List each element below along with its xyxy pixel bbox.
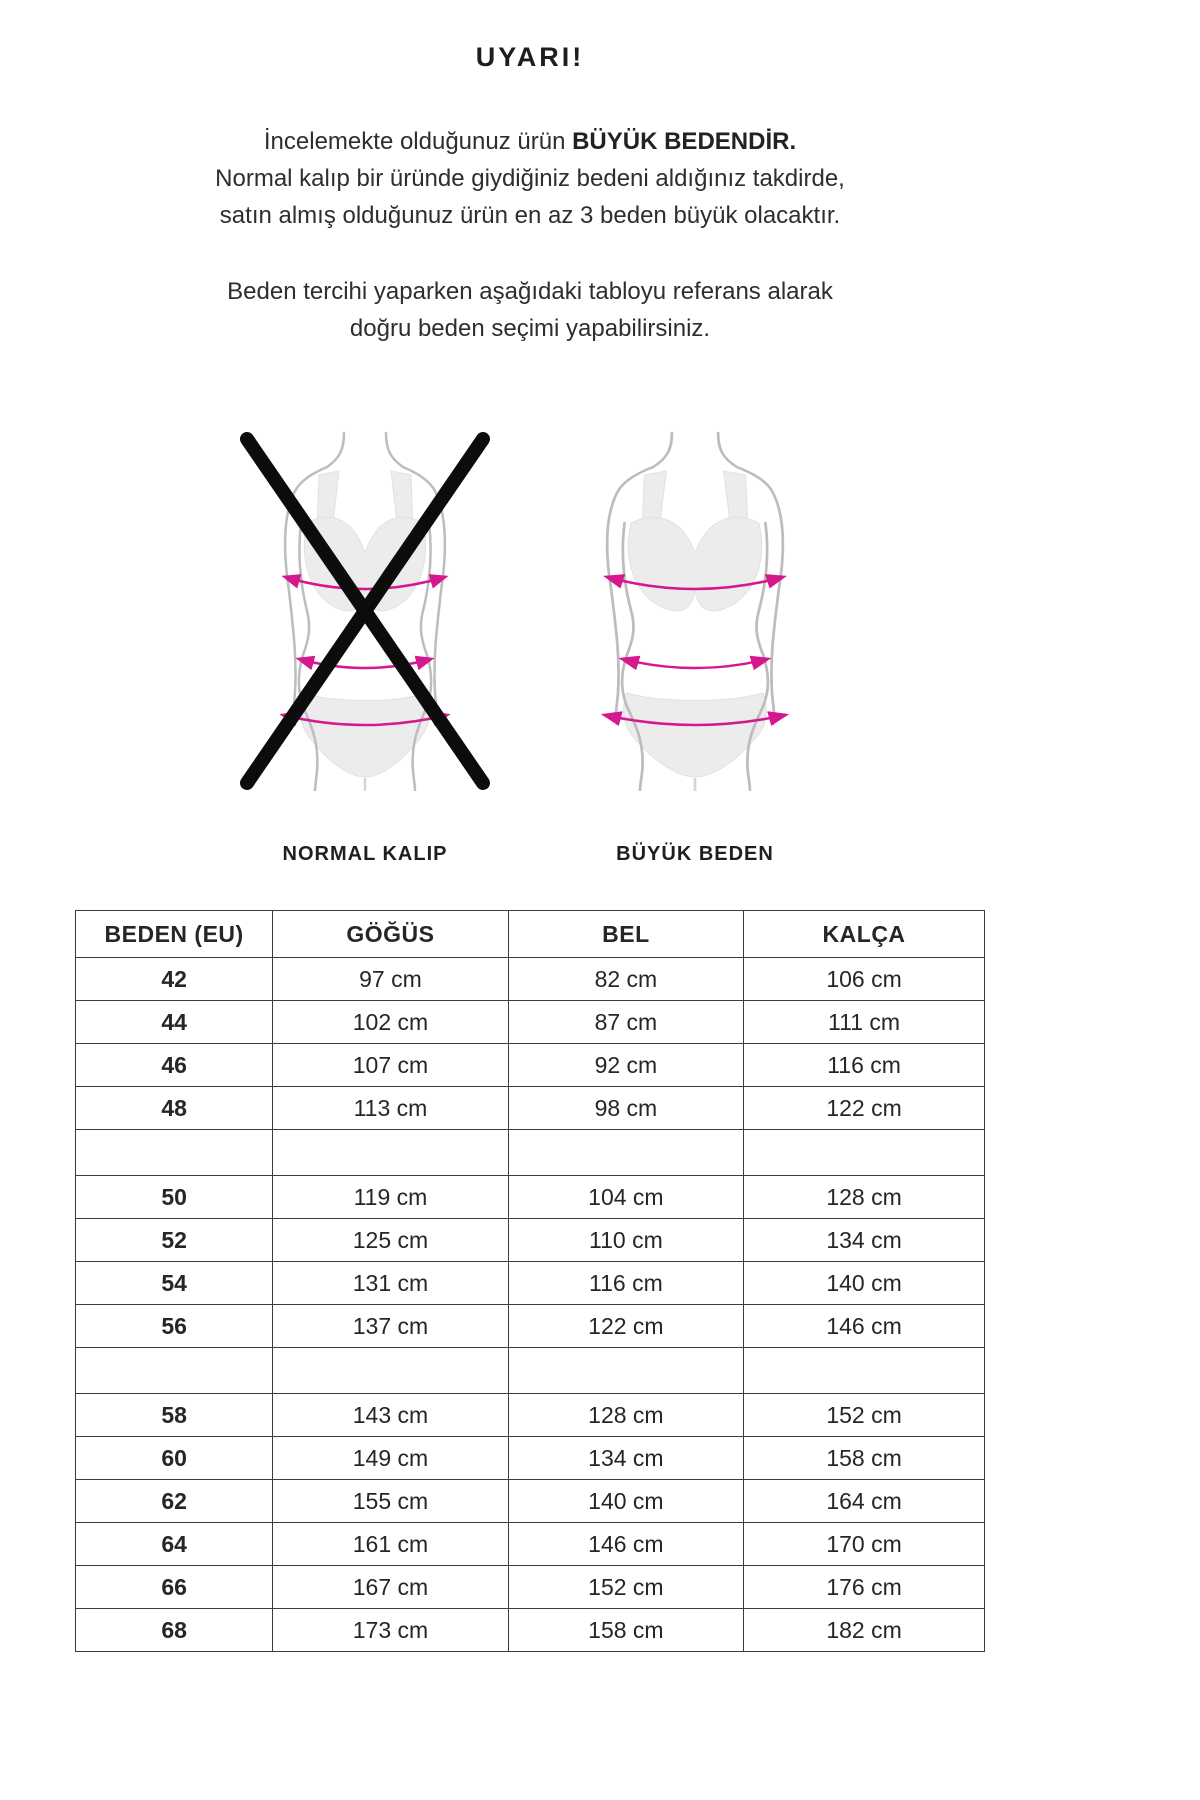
instruction-paragraph bbox=[75, 273, 985, 347]
table-row bbox=[76, 1566, 985, 1609]
intro-line-2: Normal kalıp bir üründe giydiğiniz bedeni aldığınız takdirde, bbox=[215, 165, 845, 192]
table-cell: 155 cm bbox=[273, 1480, 508, 1523]
table-cell: 104 cm bbox=[508, 1176, 743, 1219]
intro-line-1 bbox=[75, 123, 985, 160]
plus-size-label: BÜYÜK BEDEN bbox=[616, 843, 774, 865]
table-cell: 143 cm bbox=[273, 1394, 508, 1437]
table-header-cell: BEL bbox=[508, 911, 743, 958]
table-cell: 149 cm bbox=[273, 1437, 508, 1480]
table-cell: 182 cm bbox=[744, 1609, 985, 1652]
table-row bbox=[76, 958, 985, 1001]
table-cell: 44 bbox=[76, 1001, 273, 1044]
figure-labels-row bbox=[75, 843, 985, 866]
table-cell: 128 cm bbox=[744, 1176, 985, 1219]
table-cell: 66 bbox=[76, 1566, 273, 1609]
table-row bbox=[76, 1087, 985, 1130]
table-cell bbox=[744, 1130, 985, 1176]
table-cell: 164 cm bbox=[744, 1480, 985, 1523]
separator-row bbox=[76, 1348, 985, 1394]
table-cell: 116 cm bbox=[508, 1262, 743, 1305]
table-cell: 68 bbox=[76, 1609, 273, 1652]
table-row bbox=[76, 1394, 985, 1437]
table-cell: 137 cm bbox=[273, 1305, 508, 1348]
table-cell: 107 cm bbox=[273, 1044, 508, 1087]
table-cell: 152 cm bbox=[744, 1394, 985, 1437]
table-cell: 82 cm bbox=[508, 958, 743, 1001]
table-row bbox=[76, 1219, 985, 1262]
table-cell: 173 cm bbox=[273, 1609, 508, 1652]
instruction-line-1: Beden tercihi yaparken aşağıdaki tabloyu referans alarak bbox=[227, 278, 833, 305]
table-cell: 110 cm bbox=[508, 1219, 743, 1262]
intro-line-1-normal: İncelemekte olduğunuz ürün bbox=[263, 128, 573, 155]
table-cell: 54 bbox=[76, 1262, 273, 1305]
table-cell: 146 cm bbox=[508, 1523, 743, 1566]
table-cell: 48 bbox=[76, 1087, 273, 1130]
table-cell bbox=[76, 1130, 273, 1176]
table-cell: 131 cm bbox=[273, 1262, 508, 1305]
table-cell: 102 cm bbox=[273, 1001, 508, 1044]
table-row bbox=[76, 1480, 985, 1523]
size-table bbox=[75, 910, 985, 1652]
body-silhouette-normal bbox=[255, 431, 475, 791]
page-title: UYARI! bbox=[475, 42, 585, 72]
table-cell: 60 bbox=[76, 1437, 273, 1480]
intro-paragraph bbox=[75, 123, 985, 234]
separator-row bbox=[76, 1130, 985, 1176]
table-cell: 161 cm bbox=[273, 1523, 508, 1566]
table-cell: 152 cm bbox=[508, 1566, 743, 1609]
table-cell: 50 bbox=[76, 1176, 273, 1219]
table-cell: 87 cm bbox=[508, 1001, 743, 1044]
table-row bbox=[76, 1176, 985, 1219]
table-header-row bbox=[76, 911, 985, 958]
table-row bbox=[76, 1437, 985, 1480]
table-row bbox=[76, 1044, 985, 1087]
table-cell bbox=[508, 1130, 743, 1176]
figure-plus-size bbox=[530, 431, 860, 791]
table-cell: 106 cm bbox=[744, 958, 985, 1001]
table-cell: 140 cm bbox=[744, 1262, 985, 1305]
table-cell bbox=[273, 1130, 508, 1176]
body-silhouette-plus bbox=[574, 431, 816, 791]
table-cell: 125 cm bbox=[273, 1219, 508, 1262]
table-header-cell: KALÇA bbox=[744, 911, 985, 958]
figures-row bbox=[75, 431, 985, 791]
table-cell: 64 bbox=[76, 1523, 273, 1566]
table-cell: 170 cm bbox=[744, 1523, 985, 1566]
size-table-header bbox=[76, 911, 985, 958]
instruction-line-2: doğru beden seçimi yapabilirsiniz. bbox=[349, 315, 711, 342]
table-cell: 140 cm bbox=[508, 1480, 743, 1523]
table-cell: 113 cm bbox=[273, 1087, 508, 1130]
table-cell: 128 cm bbox=[508, 1394, 743, 1437]
table-cell: 62 bbox=[76, 1480, 273, 1523]
table-cell: 176 cm bbox=[744, 1566, 985, 1609]
table-cell: 56 bbox=[76, 1305, 273, 1348]
table-cell: 122 cm bbox=[508, 1305, 743, 1348]
table-cell: 42 bbox=[76, 958, 273, 1001]
page-content bbox=[75, 0, 985, 1652]
table-cell: 92 cm bbox=[508, 1044, 743, 1087]
table-cell: 134 cm bbox=[744, 1219, 985, 1262]
table-row bbox=[76, 1523, 985, 1566]
table-cell: 98 cm bbox=[508, 1087, 743, 1130]
table-cell: 97 cm bbox=[273, 958, 508, 1001]
table-cell: 134 cm bbox=[508, 1437, 743, 1480]
table-row bbox=[76, 1305, 985, 1348]
table-cell bbox=[76, 1348, 273, 1394]
intro-line-3: satın almış olduğunuz ürün en az 3 beden büyük olacaktır. bbox=[219, 202, 841, 229]
table-cell: 122 cm bbox=[744, 1087, 985, 1130]
table-cell: 167 cm bbox=[273, 1566, 508, 1609]
table-cell: 52 bbox=[76, 1219, 273, 1262]
table-cell: 119 cm bbox=[273, 1176, 508, 1219]
table-cell bbox=[273, 1348, 508, 1394]
table-row bbox=[76, 1262, 985, 1305]
table-cell: 58 bbox=[76, 1394, 273, 1437]
table-cell: 111 cm bbox=[744, 1001, 985, 1044]
size-table-body bbox=[76, 958, 985, 1652]
table-row bbox=[76, 1001, 985, 1044]
table-cell: 116 cm bbox=[744, 1044, 985, 1087]
table-cell: 158 cm bbox=[744, 1437, 985, 1480]
table-header-cell: GÖĞÜS bbox=[273, 911, 508, 958]
table-cell: 46 bbox=[76, 1044, 273, 1087]
table-cell bbox=[744, 1348, 985, 1394]
figure-normal-fit bbox=[200, 431, 530, 791]
table-cell: 158 cm bbox=[508, 1609, 743, 1652]
table-cell bbox=[508, 1348, 743, 1394]
table-header-cell: BEDEN (EU) bbox=[76, 911, 273, 958]
intro-line-1-bold: BÜYÜK BEDENDİR. bbox=[572, 128, 797, 155]
table-cell: 146 cm bbox=[744, 1305, 985, 1348]
normal-fit-label: NORMAL KALIP bbox=[282, 843, 448, 865]
table-row bbox=[76, 1609, 985, 1652]
